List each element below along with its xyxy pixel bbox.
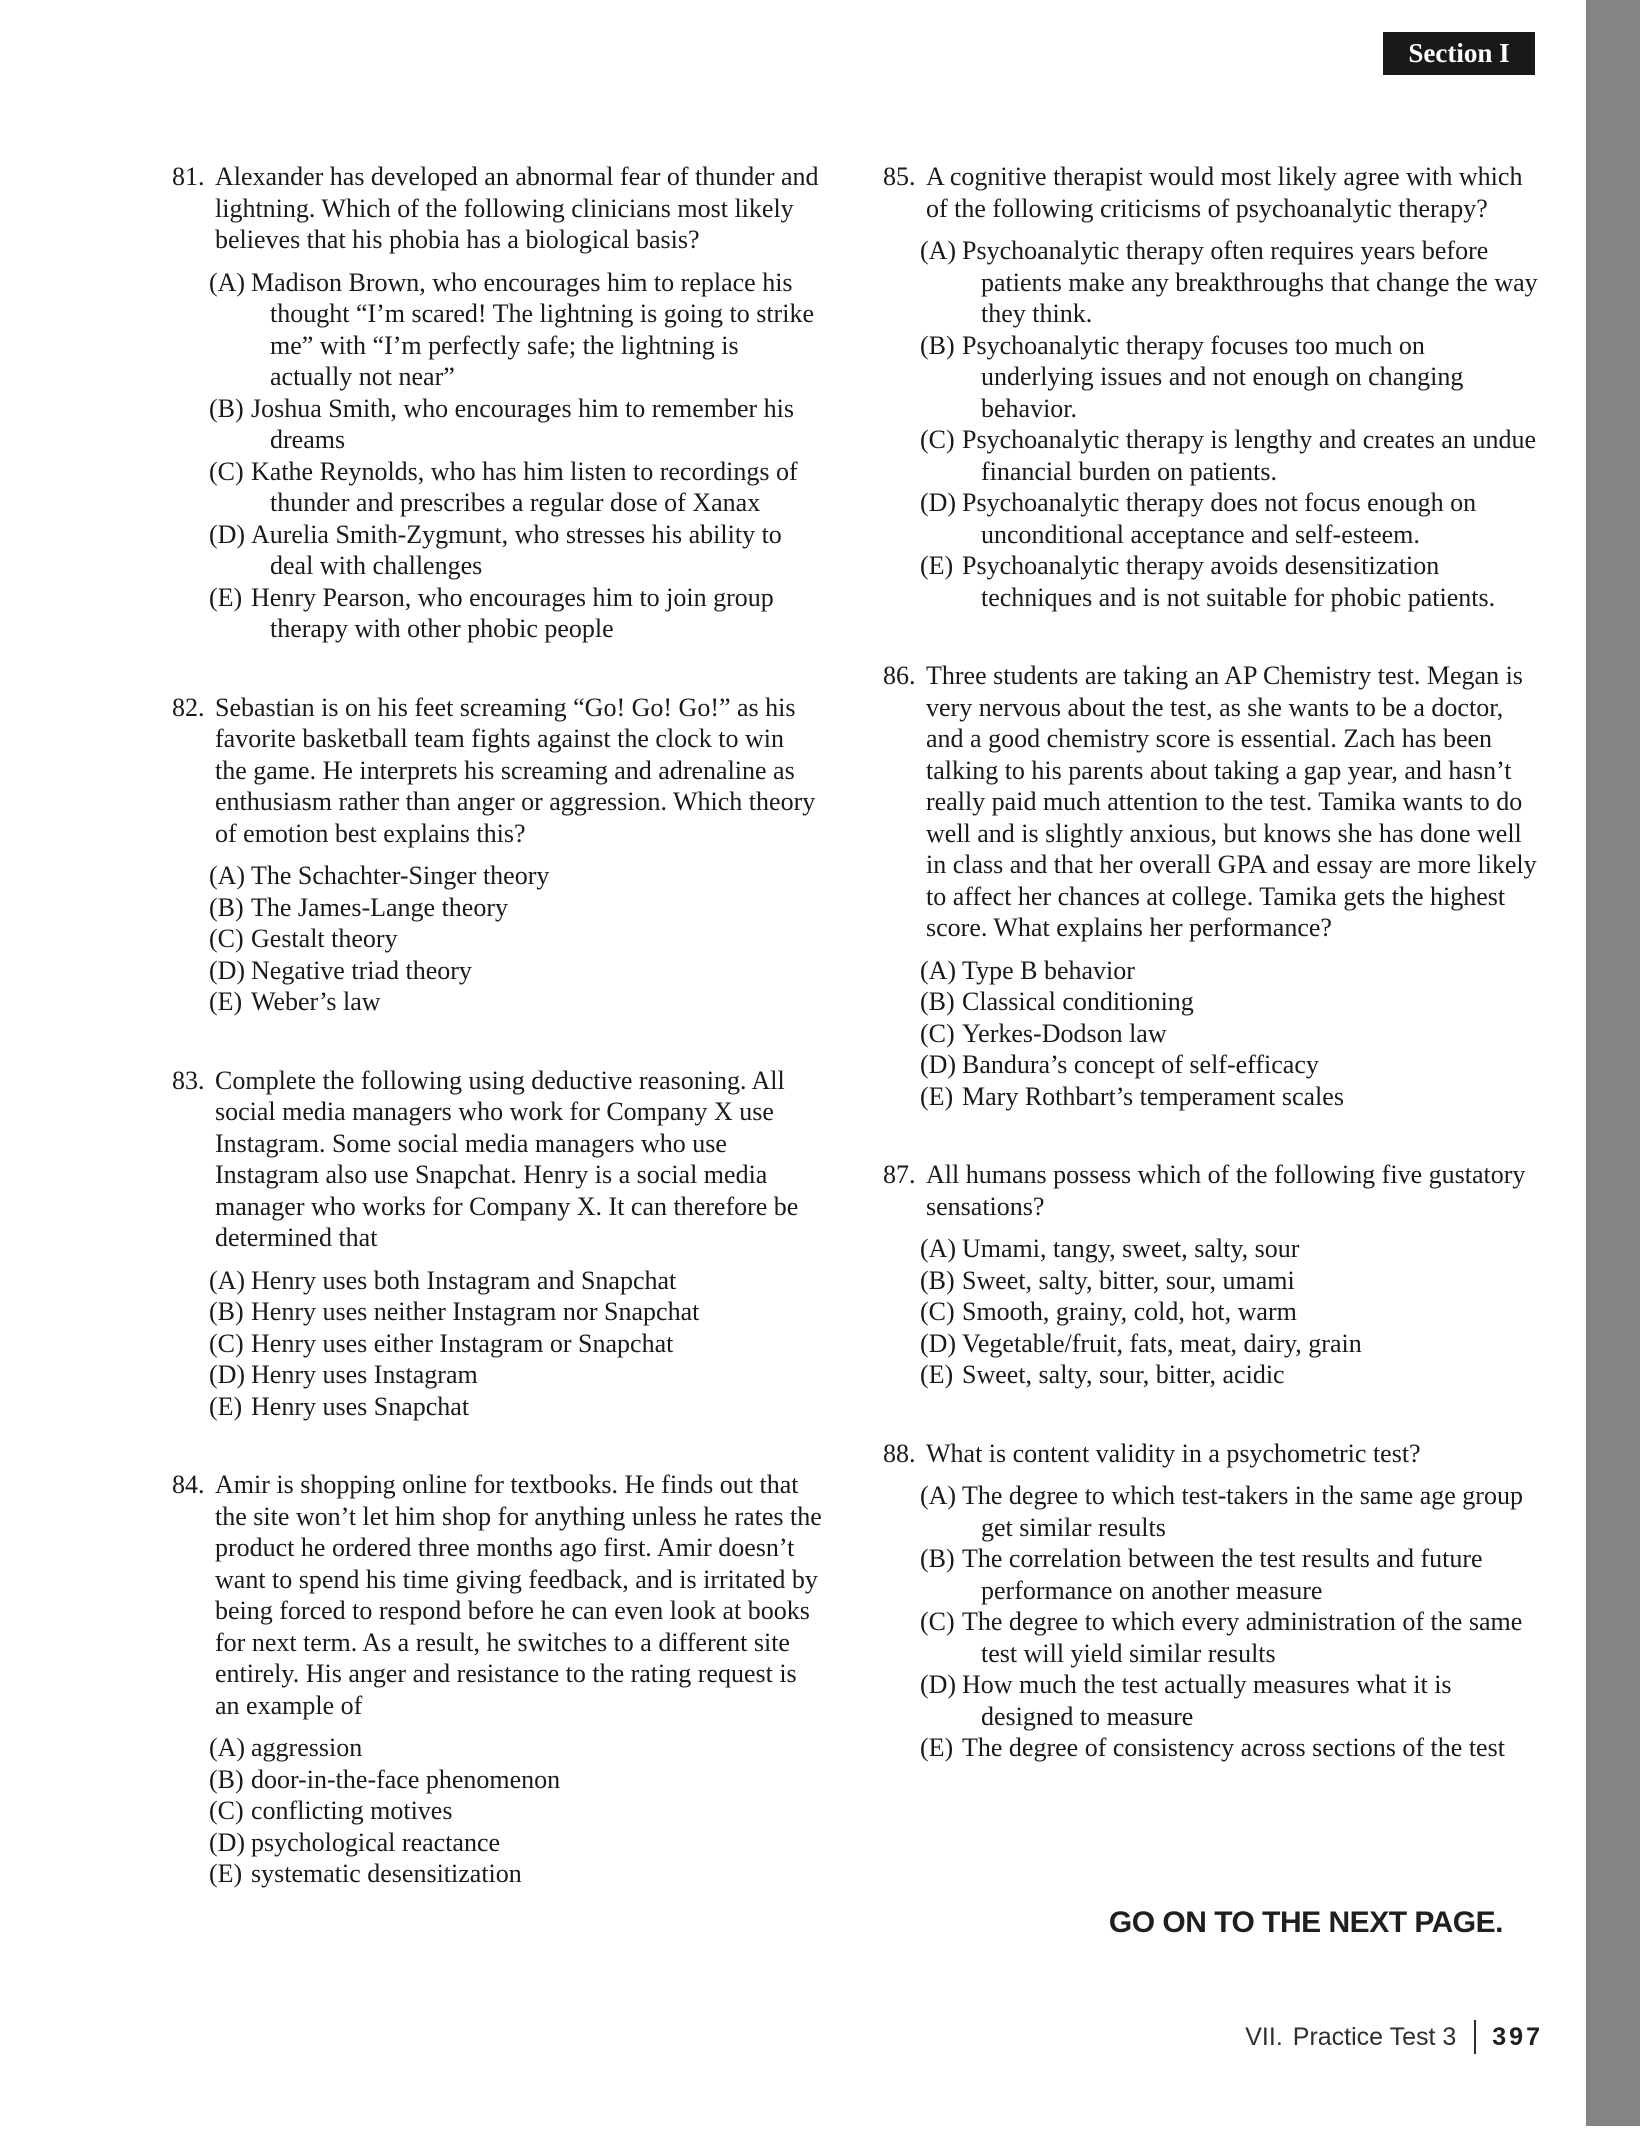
answer-options	[172, 1265, 822, 1423]
option-text: Negative triad theory	[251, 955, 472, 985]
answer-option	[920, 1606, 1541, 1669]
footer-chapter: VII.	[1245, 2022, 1283, 2051]
option-letter: (B)	[920, 330, 955, 360]
option-letter: (B)	[920, 1544, 955, 1573]
answer-option	[209, 860, 822, 892]
option-text: aggression	[251, 1733, 363, 1762]
option-letter: (D)	[920, 1328, 957, 1358]
footer	[1245, 2020, 1543, 2054]
answer-option	[209, 892, 822, 924]
question-stem	[172, 1469, 822, 1721]
question-number: 82.	[172, 692, 205, 722]
answer-option	[209, 986, 822, 1018]
answer-option	[209, 1764, 822, 1796]
answer-option	[920, 487, 1541, 550]
option-letter: (C)	[920, 1018, 955, 1048]
option-text: Henry uses both Instagram and Snapchat	[251, 1265, 677, 1295]
option-letter: (A)	[920, 955, 957, 985]
question-stem-text: Alexander has developed an abnormal fear of thunder and lightning. Which of the following clinicians most likely believes that his phobia has a biological basis?	[215, 162, 819, 254]
option-letter: (A)	[209, 861, 246, 890]
question-number: 81.	[172, 162, 205, 191]
answer-option	[920, 330, 1541, 425]
option-letter: (C)	[920, 1297, 955, 1326]
right-column	[883, 161, 1541, 1811]
question-stem-text: All humans possess which of the following five gustatory sensations?	[926, 1160, 1526, 1221]
question-number: 83.	[172, 1065, 205, 1095]
option-letter: (D)	[209, 1827, 246, 1857]
answer-options	[883, 955, 1541, 1113]
answer-option	[920, 1296, 1541, 1328]
option-letter: (E)	[209, 582, 243, 612]
question	[883, 1438, 1541, 1764]
question-stem-text: What is content validity in a psychometric test?	[926, 1438, 1421, 1468]
option-letter: (A)	[209, 1265, 246, 1295]
option-text: Henry uses either Instagram or Snapchat	[251, 1328, 674, 1358]
option-text: Psychoanalytic therapy avoids desensitization techniques and is not suitable for phobic patients.	[962, 551, 1496, 612]
option-letter: (A)	[209, 267, 246, 297]
option-letter: (C)	[209, 1328, 244, 1358]
option-text: Sweet, salty, sour, bitter, acidic	[962, 1360, 1285, 1389]
option-letter: (E)	[209, 1859, 243, 1888]
option-text: Smooth, grainy, cold, hot, warm	[962, 1297, 1297, 1326]
option-letter: (A)	[209, 1733, 246, 1762]
option-text: Psychoanalytic therapy is lengthy and creates an undue financial burden on patients.	[962, 425, 1536, 486]
answer-option	[920, 986, 1541, 1018]
question-stem	[883, 1159, 1541, 1222]
question-stem-text: A cognitive therapist would most likely agree with which of the following criticisms of psychoanalytic therapy?	[926, 162, 1523, 223]
answer-option	[209, 393, 822, 456]
question	[172, 161, 822, 645]
option-text: Henry uses Snapchat	[251, 1391, 470, 1421]
option-letter: (E)	[920, 1360, 954, 1389]
answer-option	[209, 955, 822, 987]
option-letter: (A)	[920, 1234, 957, 1263]
question-stem-text: Amir is shopping online for textbooks. He finds out that the site won’t let him shop for anything unless he rates the product he ordered three months ago first. Amir doesn’t want to spend his time giving feedback, and is irritated by being forced to respond before he can even look at books for next term. As a result, he switches to a different site entirely. His anger and resistance to the rating request is an example of	[215, 1470, 822, 1720]
answer-option	[209, 267, 822, 393]
option-text: The degree of consistency across sections of the test	[962, 1733, 1505, 1762]
option-letter: (C)	[920, 425, 955, 454]
question	[172, 692, 822, 1018]
answer-option	[920, 1049, 1541, 1081]
answer-option	[209, 582, 822, 645]
answer-option	[920, 1543, 1541, 1606]
option-text: Aurelia Smith-Zygmunt, who stresses his ability to deal with challenges	[251, 519, 782, 580]
answer-option	[920, 1732, 1541, 1764]
option-letter: (D)	[209, 1360, 246, 1389]
question-number: 84.	[172, 1470, 205, 1499]
answer-option	[209, 1296, 822, 1328]
option-letter: (D)	[920, 1670, 957, 1699]
answer-option	[920, 550, 1541, 613]
footer-title: Practice Test 3	[1292, 2022, 1457, 2051]
option-text: Henry uses Instagram	[251, 1360, 478, 1389]
answer-option	[920, 1669, 1541, 1732]
question-stem-text: Sebastian is on his feet screaming “Go! Go! Go!” as his favorite basketball team fights against the clock to win the game. He interprets his screaming and adrenaline as enthusiasm rather than anger or aggression. Which theory of emotion best explains this?	[215, 692, 816, 848]
answer-options	[172, 267, 822, 645]
question-stem	[883, 161, 1541, 224]
question	[172, 1469, 822, 1890]
option-letter: (D)	[920, 488, 957, 517]
option-text: Joshua Smith, who encourages him to remember his dreams	[251, 393, 795, 454]
question	[172, 1065, 822, 1423]
option-text: Sweet, salty, bitter, sour, umami	[962, 1265, 1295, 1295]
option-text: Bandura’s concept of self-efficacy	[962, 1050, 1319, 1079]
option-letter: (B)	[209, 1764, 244, 1794]
answer-option	[209, 1827, 822, 1859]
question	[883, 161, 1541, 613]
go-on-text: GO ON TO THE NEXT PAGE.	[1108, 1906, 1503, 1939]
option-text: Classical conditioning	[962, 987, 1194, 1016]
option-letter: (D)	[920, 1050, 957, 1079]
option-letter: (A)	[920, 1481, 957, 1510]
question-stem	[883, 1438, 1541, 1470]
left-column	[172, 161, 822, 1937]
option-text: conflicting motives	[251, 1796, 453, 1825]
answer-option	[209, 1359, 822, 1391]
answer-options	[172, 1732, 822, 1890]
option-text: The correlation between the test results and future performance on another measure	[962, 1544, 1483, 1605]
option-letter: (B)	[920, 1265, 955, 1295]
option-text: Psychoanalytic therapy often requires years before patients make any breakthroughs that change the way they think.	[962, 236, 1538, 328]
answer-option	[209, 1328, 822, 1360]
option-text: Psychoanalytic therapy does not focus enough on unconditional acceptance and self-esteem.	[962, 488, 1477, 549]
option-text: Yerkes-Dodson law	[962, 1018, 1167, 1048]
question-stem-text: Three students are taking an AP Chemistry test. Megan is very nervous about the test, as she wants to be a doctor, and a good chemistry score is essential. Zach has been talking to his parents about taking a gap year, and hasn’t really paid much attention to the test. Tamika wants to do well and is slightly anxious, but knows she has done well in class and that her overall GPA and essay are more likely to affect her chances at college. Tamika gets the highest score. What explains her performance?	[926, 661, 1537, 942]
question-number: 85.	[883, 162, 916, 191]
option-letter: (E)	[209, 1391, 243, 1421]
option-letter: (E)	[209, 987, 243, 1016]
answer-option	[920, 424, 1541, 487]
option-text: Henry Pearson, who encourages him to join group therapy with other phobic people	[251, 582, 774, 643]
question-stem-text: Complete the following using deductive reasoning. All social media managers who work for Company X use Instagram. Some social media managers who use Instagram also use Snapchat. Henry is a social media manager who works for Company X. It can therefore be determined that	[215, 1065, 799, 1252]
answer-option	[209, 1391, 822, 1423]
option-letter: (A)	[920, 236, 957, 265]
option-text: Vegetable/fruit, fats, meat, dairy, grain	[962, 1328, 1362, 1358]
option-letter: (B)	[209, 393, 244, 423]
option-text: Madison Brown, who encourages him to replace his thought “I’m scared! The lightning is going to strike me” with “I’m perfectly safe; the lightning is actually not near”	[251, 267, 814, 391]
answer-options	[172, 860, 822, 1018]
option-text: systematic desensitization	[251, 1859, 522, 1888]
answer-options	[883, 235, 1541, 613]
answer-option	[209, 456, 822, 519]
option-letter: (E)	[920, 1081, 954, 1111]
option-letter: (B)	[920, 987, 955, 1016]
option-text: The Schachter-Singer theory	[251, 861, 550, 890]
answer-option	[920, 1328, 1541, 1360]
answer-option	[209, 519, 822, 582]
answer-option	[209, 1732, 822, 1764]
option-text: door-in-the-face phenomenon	[251, 1764, 561, 1794]
option-text: Psychoanalytic therapy focuses too much on underlying issues and not enough on changing behavior.	[962, 330, 1464, 423]
answer-option	[920, 235, 1541, 330]
answer-option	[920, 955, 1541, 987]
page-edge-bar	[1586, 0, 1640, 2126]
answer-option	[920, 1018, 1541, 1050]
question-number: 88.	[883, 1438, 916, 1468]
option-text: Weber’s law	[251, 987, 381, 1016]
answer-option	[920, 1265, 1541, 1297]
question-number: 87.	[883, 1160, 916, 1189]
answer-options	[883, 1233, 1541, 1391]
option-letter: (C)	[209, 924, 244, 953]
answer-option	[920, 1233, 1541, 1265]
option-text: Kathe Reynolds, who has him listen to recordings of thunder and prescribes a regular dose of Xanax	[251, 456, 798, 517]
option-letter: (D)	[209, 519, 246, 549]
answer-option	[209, 1858, 822, 1890]
question	[883, 660, 1541, 1112]
question-number: 86.	[883, 661, 916, 690]
answer-option	[209, 923, 822, 955]
option-text: Type B behavior	[962, 955, 1135, 985]
option-letter: (C)	[920, 1607, 955, 1636]
option-text: Mary Rothbart’s temperament scales	[962, 1081, 1344, 1111]
option-letter: (C)	[209, 456, 244, 486]
footer-divider	[1474, 2020, 1476, 2054]
answer-option	[920, 1359, 1541, 1391]
option-letter: (E)	[920, 551, 954, 580]
option-text: How much the test actually measures what it is designed to measure	[962, 1670, 1452, 1731]
section-badge: Section I	[1383, 32, 1535, 75]
answer-option	[209, 1795, 822, 1827]
option-text: Henry uses neither Instagram nor Snapchat	[251, 1297, 700, 1326]
question-stem	[172, 692, 822, 850]
option-letter: (E)	[920, 1733, 954, 1762]
option-letter: (B)	[209, 892, 244, 922]
answer-option	[920, 1081, 1541, 1113]
option-text: The degree to which test-takers in the same age group get similar results	[962, 1481, 1523, 1542]
answer-options	[883, 1480, 1541, 1764]
option-text: Gestalt theory	[251, 924, 398, 953]
option-letter: (C)	[209, 1796, 244, 1825]
option-text: Umami, tangy, sweet, salty, sour	[962, 1234, 1300, 1263]
question-stem	[883, 660, 1541, 944]
question	[883, 1159, 1541, 1391]
answer-option	[209, 1265, 822, 1297]
option-text: The James-Lange theory	[251, 892, 509, 922]
question-stem	[172, 161, 822, 256]
answer-option	[920, 1480, 1541, 1543]
option-letter: (D)	[209, 955, 246, 985]
option-letter: (B)	[209, 1297, 244, 1326]
option-text: psychological reactance	[251, 1827, 501, 1857]
question-stem	[172, 1065, 822, 1254]
option-text: The degree to which every administration of the same test will yield similar results	[962, 1607, 1523, 1668]
footer-page-number: 397	[1492, 2022, 1543, 2051]
